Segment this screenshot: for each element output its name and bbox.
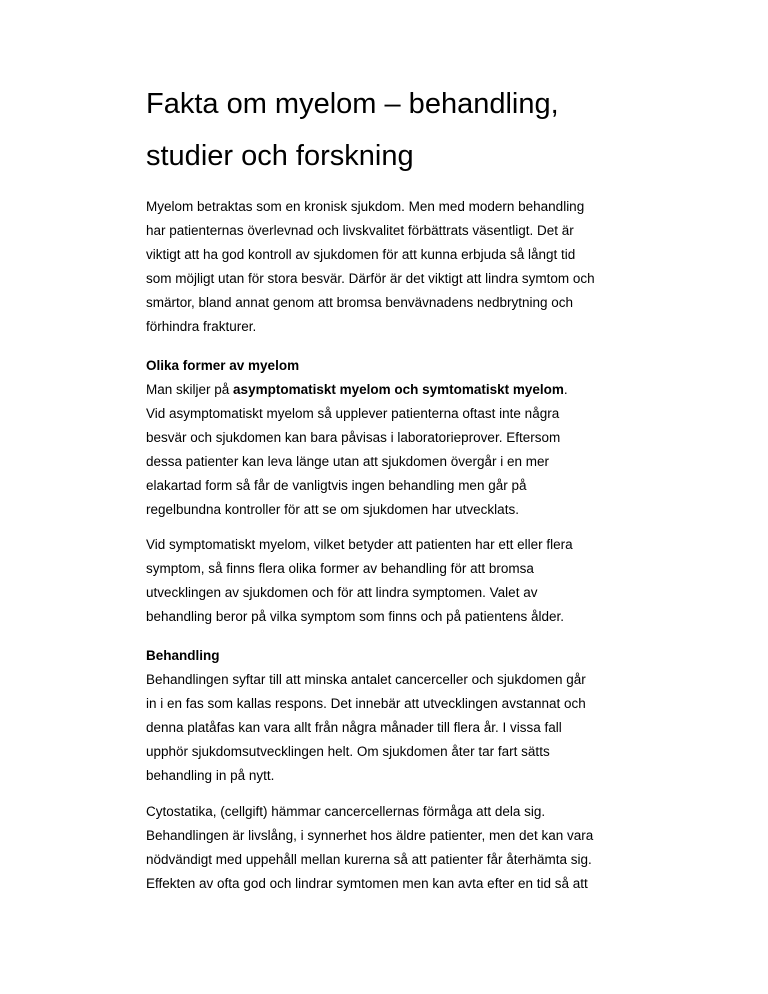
page-title [146, 78, 666, 182]
text-line: denna platåfas kan vara allt från några månader till flera år. I vissa fall [146, 720, 562, 735]
text-line: viktigt att ha god kontroll av sjukdomen för att kunna erbjuda så långt tid [146, 247, 576, 262]
section-forms-paragraph-2 [146, 533, 646, 629]
text-line: symptom, så finns flera olika former av behandling för att bromsa [146, 561, 534, 576]
text-line: smärtor, bland annat genom att bromsa benvävnadens nedbrytning och [146, 295, 574, 310]
text-line: elakartad form så får de vanligtvis ingen behandling men går på [146, 478, 527, 493]
text-line: Cytostatika, (cellgift) hämmar cancercellernas förmåga att dela sig. [146, 804, 546, 819]
section-treatment [146, 644, 646, 788]
text-line: upphör sjukdomsutvecklingen helt. Om sjukdomen åter tar fart sätts [146, 744, 550, 759]
text-line: Behandlingen syftar till att minska antalet cancerceller och sjukdomen går [146, 672, 586, 687]
text-line: Vid asymptomatiskt myelom så upplever patienterna oftast inte några [146, 406, 560, 421]
section-heading: Olika former av myelom [146, 358, 300, 373]
title-line: Fakta om myelom – behandling, [146, 88, 559, 120]
bold-term: asymptomatiskt myelom och symtomatiskt myelom [233, 382, 564, 397]
text-span: Man skiljer på [146, 382, 234, 397]
section-heading: Behandling [146, 648, 220, 663]
text-line: förhindra frakturer. [146, 319, 257, 334]
text-line: Vid symptomatiskt myelom, vilket betyder att patienten har ett eller flera [146, 537, 573, 552]
text-line: utvecklingen av sjukdomen och för att lindra symptomen. Valet av [146, 585, 538, 600]
text-line: behandling in på nytt. [146, 768, 275, 783]
text-span: . [563, 382, 568, 397]
text-line: nödvändigt med uppehåll mellan kurerna så att patienter får återhämta sig. [146, 852, 592, 867]
text-line: har patienternas överlevnad och livskvalitet förbättrats väsentligt. Det är [146, 223, 574, 238]
section-treatment-paragraph-2 [146, 800, 646, 896]
text-line: regelbundna kontroller för att se om sjukdomen har utvecklats. [146, 502, 519, 517]
intro-paragraph [146, 195, 646, 339]
section-forms [146, 354, 646, 522]
text-line [146, 378, 646, 402]
text-line: Behandlingen är livslång, i synnerhet hos äldre patienter, men det kan vara [146, 828, 594, 843]
text-line: Myelom betraktas som en kronisk sjukdom. Men med modern behandling [146, 199, 585, 214]
text-line: som möjligt utan för stora besvär. Därför är det viktigt att lindra symtom och [146, 271, 595, 286]
text-line: Effekten av ofta god och lindrar symtomen men kan avta efter en tid så att [146, 876, 588, 891]
title-line: studier och forskning [146, 140, 414, 172]
text-line: in i en fas som kallas respons. Det innebär att utvecklingen avstannat och [146, 696, 586, 711]
text-line: besvär och sjukdomen kan bara påvisas i laboratorieprover. Eftersom [146, 430, 561, 445]
text-line: dessa patienter kan leva länge utan att sjukdomen övergår i en mer [146, 454, 549, 469]
text-line: behandling beror på vilka symptom som finns och på patientens ålder. [146, 609, 564, 624]
